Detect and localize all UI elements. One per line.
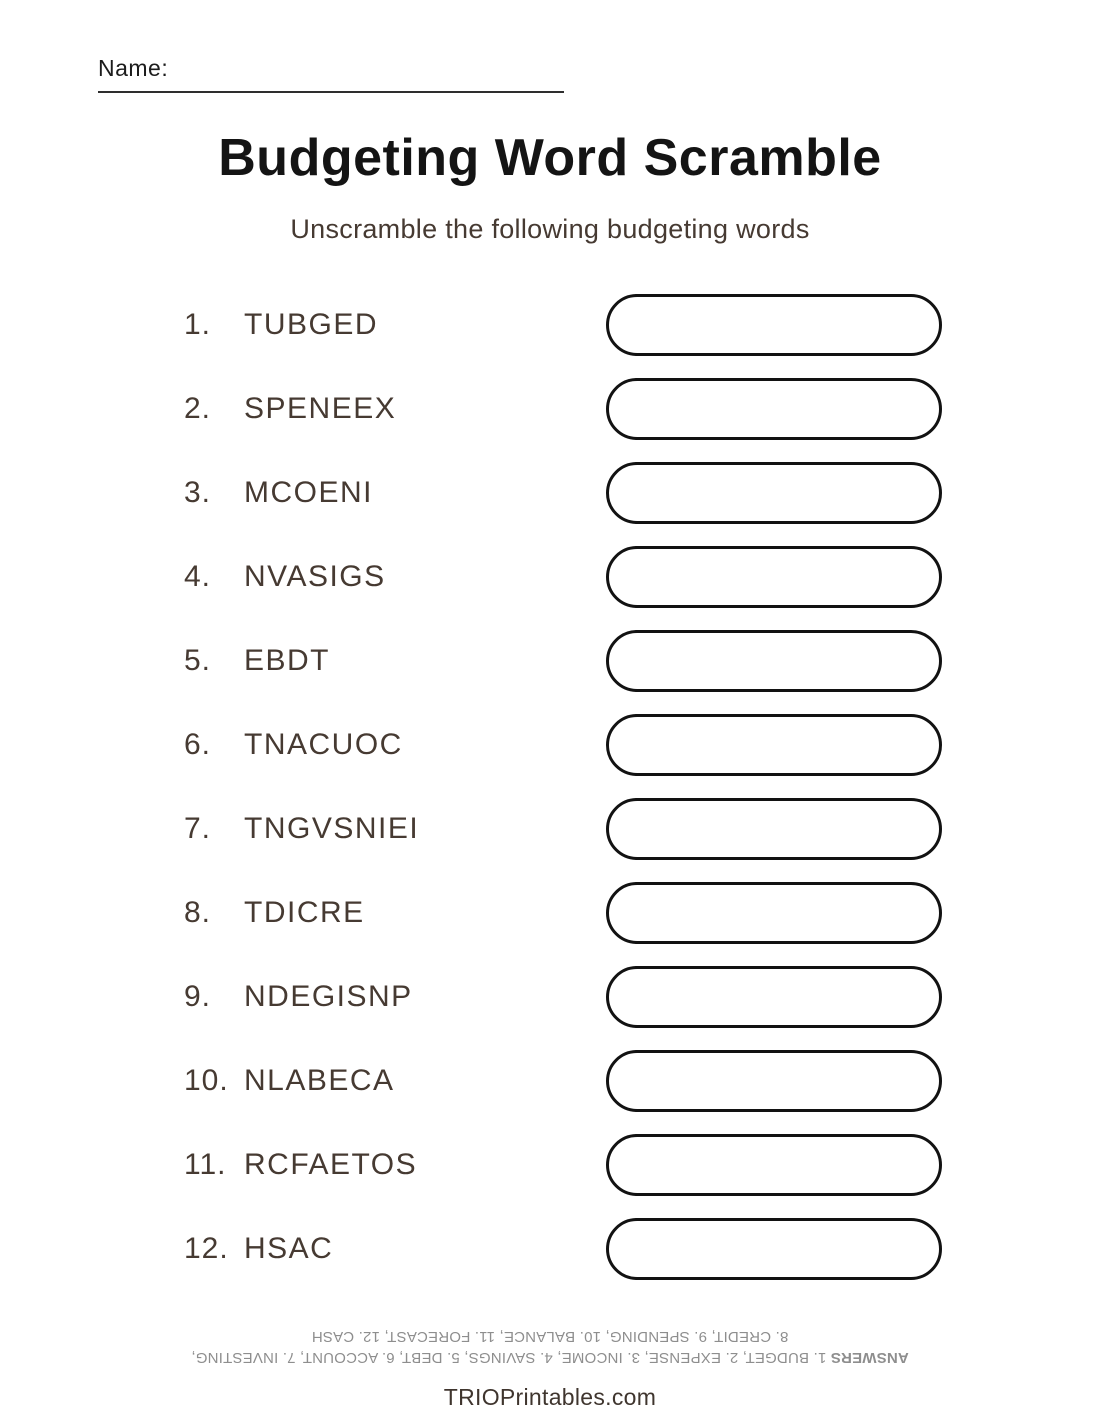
answer-key-line-1-text: 1. BUDGET, 2. EXPENSE, 3. INCOME, 4. SAVINGS, 5. DEBT, 6. ACCOUNT, 7. INVESTING, xyxy=(191,1349,831,1366)
scramble-row-12 xyxy=(184,1218,942,1280)
name-field xyxy=(98,55,564,93)
item-word: SPENEEX xyxy=(244,392,397,425)
item-word: NVASIGS xyxy=(244,560,386,593)
item-number: 1. xyxy=(184,308,212,341)
scramble-row-3 xyxy=(184,462,942,524)
item-number: 12. xyxy=(184,1232,229,1265)
item-word: EBDT xyxy=(244,644,331,677)
item-number: 3. xyxy=(184,476,212,509)
answer-box-12 xyxy=(606,1218,942,1280)
item-number: 6. xyxy=(184,728,212,761)
page-title: Budgeting Word Scramble xyxy=(218,129,882,187)
item-number: 7. xyxy=(184,812,212,845)
item-word: TNACUOC xyxy=(244,728,403,761)
item-word: TDICRE xyxy=(244,896,365,929)
answer-key-line-2: 8. CREDIT, 9. SPENDING, 10. BALANCE, 11. FORECAST, 12. CASH xyxy=(311,1328,789,1345)
scramble-row-6 xyxy=(184,714,942,776)
answer-box-3 xyxy=(606,462,942,524)
answer-key xyxy=(0,1326,1100,1368)
scramble-row-8 xyxy=(184,882,942,944)
answer-box-10 xyxy=(606,1050,942,1112)
item-number: 4. xyxy=(184,560,212,593)
answer-box-6 xyxy=(606,714,942,776)
answer-box-7 xyxy=(606,798,942,860)
answer-key-line-1 xyxy=(0,1347,1100,1368)
footer-website: TRIOPrintables.com xyxy=(443,1384,657,1410)
scramble-row-5 xyxy=(184,630,942,692)
item-number: 2. xyxy=(184,392,212,425)
scramble-row-2 xyxy=(184,378,942,440)
name-label: Name: xyxy=(98,55,169,81)
item-word: TUBGED xyxy=(244,308,379,341)
item-word: HSAC xyxy=(244,1232,334,1265)
item-number: 5. xyxy=(184,644,212,677)
item-word: NDEGISNP xyxy=(244,980,413,1013)
scramble-row-10 xyxy=(184,1050,942,1112)
scramble-list xyxy=(184,294,942,1302)
item-number: 9. xyxy=(184,980,212,1013)
item-word: NLABECA xyxy=(244,1064,395,1097)
scramble-row-11 xyxy=(184,1134,942,1196)
item-word: TNGVSNIEI xyxy=(244,812,420,845)
item-number: 10. xyxy=(184,1064,229,1097)
answer-box-5 xyxy=(606,630,942,692)
answer-box-1 xyxy=(606,294,942,356)
scramble-row-9 xyxy=(184,966,942,1028)
answer-box-11 xyxy=(606,1134,942,1196)
answer-box-9 xyxy=(606,966,942,1028)
scramble-row-7 xyxy=(184,798,942,860)
page-subtitle: Unscramble the following budgeting words xyxy=(290,214,810,244)
scramble-row-4 xyxy=(184,546,942,608)
answer-box-2 xyxy=(606,378,942,440)
scramble-row-1 xyxy=(184,294,942,356)
item-word: MCOENI xyxy=(244,476,373,509)
answer-box-4 xyxy=(606,546,942,608)
item-number: 8. xyxy=(184,896,212,929)
answer-box-8 xyxy=(606,882,942,944)
item-number: 11. xyxy=(184,1148,227,1181)
item-word: RCFAETOS xyxy=(244,1148,418,1181)
answer-key-label: ANSWERS xyxy=(830,1349,909,1366)
